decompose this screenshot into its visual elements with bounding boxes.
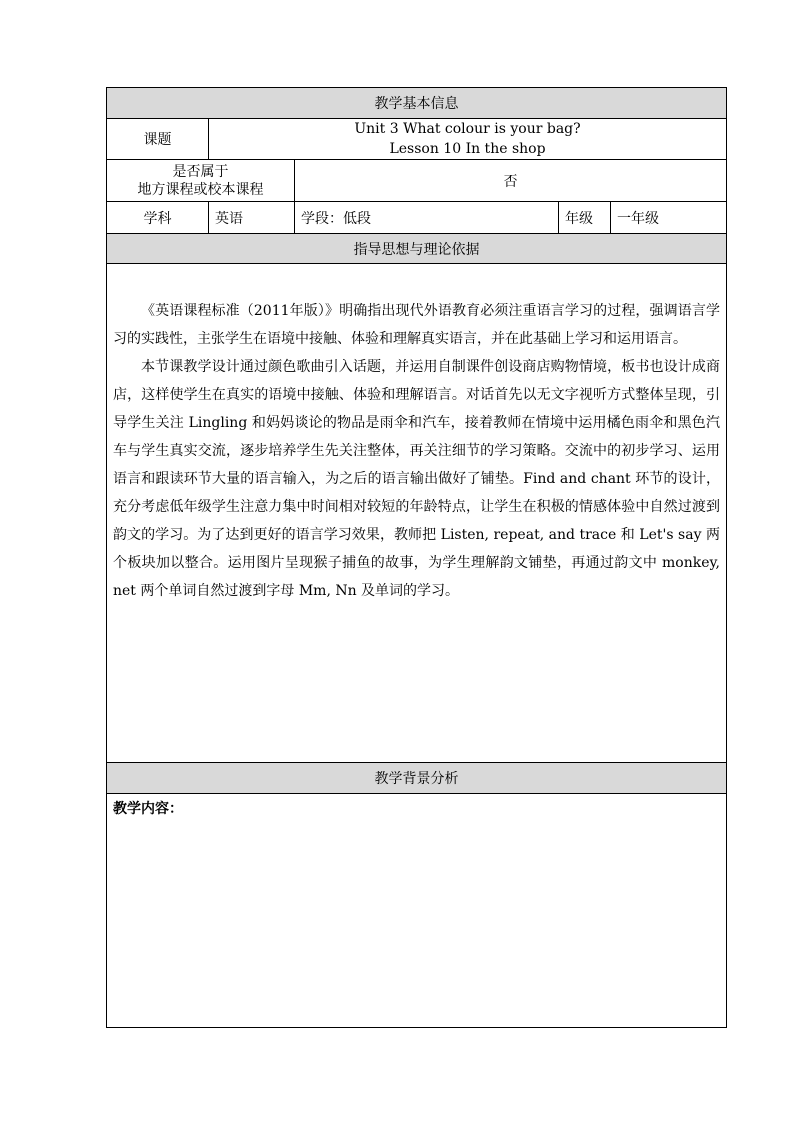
guidance-content-row (107, 264, 727, 763)
subject-value: 英语 (209, 202, 295, 234)
basic-info-header-row (107, 88, 727, 119)
guidance-text (107, 264, 726, 605)
document-page (106, 87, 726, 1029)
guidance-content (107, 264, 727, 763)
background-header-row (107, 763, 727, 794)
guidance-paragraph-1: 《英语课程标准（2011年版）》明确指出现代外语教育必须注重语言学习的过程，强调语言学习的实践性，主张学生在语境中接触、体验和理解真实语言，并在此基础上学习和运用语言。 (113, 303, 720, 347)
guidance-title: 指导思想与理论依据 (107, 234, 727, 264)
topic-unit: Unit 3 What colour is your bag? (354, 121, 581, 137)
local-course-label-line1: 是否属于 (172, 163, 229, 180)
local-course-label (107, 160, 295, 202)
grade-value: 一年级 (611, 202, 727, 234)
stage-value: 学段：低段 (295, 202, 559, 234)
lesson-plan-table (106, 87, 727, 1028)
subject-row (107, 202, 727, 234)
topic-row (107, 119, 727, 160)
grade-label: 年级 (559, 202, 611, 234)
background-content-row (107, 794, 727, 1028)
topic-value (209, 119, 727, 160)
local-course-value: 否 (295, 160, 727, 202)
teaching-content-label: 教学内容： (113, 801, 183, 817)
topic-label: 课题 (107, 119, 209, 160)
basic-info-title: 教学基本信息 (107, 88, 727, 119)
guidance-header-row (107, 234, 727, 264)
guidance-paragraph-2: 本节课教学设计通过颜色歌曲引入话题，并运用自制课件创设商店购物情境，板书也设计成商店，这样使学生在真实的语境中接触、体验和理解语言。对话首先以无文字视听方式整体呈现，引导学生关注 Lingling 和妈妈谈论的物品是雨伞和汽车，接着教师在情境中运用橘色雨伞和黑色汽车与学生真实交流，逐步培养学生先关注整体，再关注细节的学习策略。交流中的初步学习、运用语言和跟读环节大量的语言输入，为之后的语言输出做好了铺垫。Find and chant 环节的设计，充分考虑低年级学生注意力集中时间相对较短的年龄特点，让学生在积极的情感体验中自然过渡到韵文的学习。为了达到更好的语言学习效果，教师把 Listen, repeat, and trace 和 Let's say 两个板块加以整合。运用图片呈现猴子捕鱼的故事，为学生理解韵文铺垫，再通过韵文中 monkey, net 两个单词自然过渡到字母 Mm, Nn 及单词的学习。 (113, 359, 720, 599)
subject-label: 学科 (107, 202, 209, 234)
topic-lesson: Lesson 10 In the shop (389, 141, 546, 157)
local-course-label-line2: 地方课程或校本课程 (137, 181, 264, 198)
background-content (107, 794, 727, 1028)
local-course-row (107, 160, 727, 202)
background-title: 教学背景分析 (107, 763, 727, 794)
